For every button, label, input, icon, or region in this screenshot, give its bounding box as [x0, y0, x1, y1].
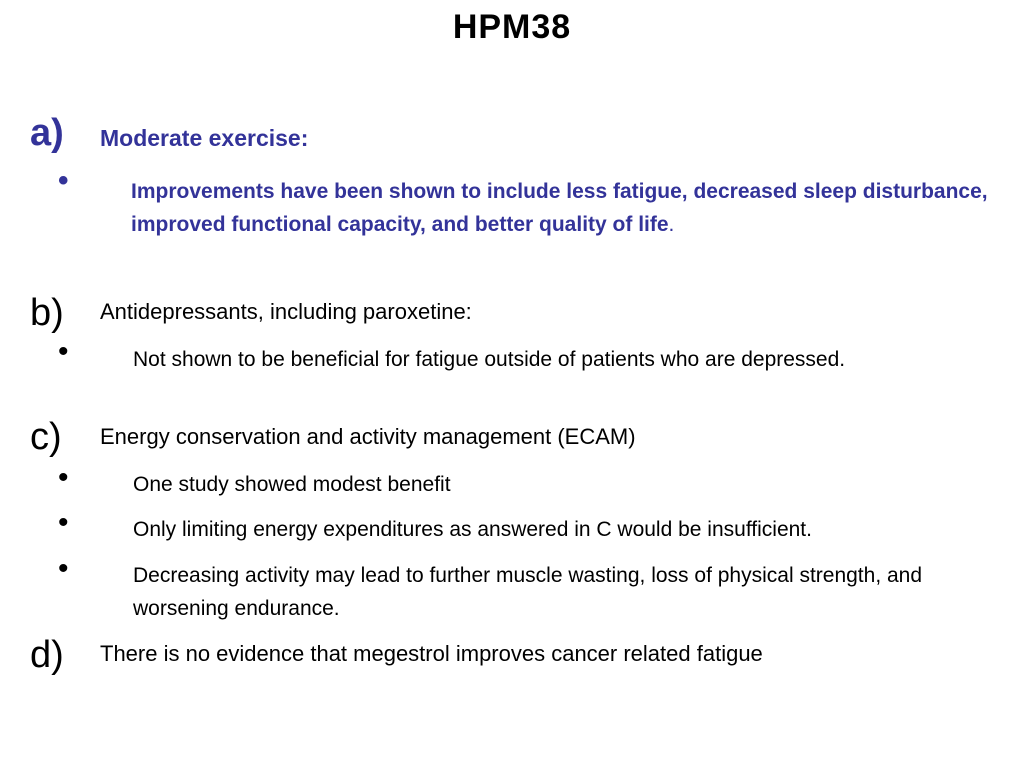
item-b-marker: b) — [30, 292, 64, 334]
item-c-marker: c) — [30, 416, 62, 458]
item-a-heading: Moderate exercise: — [100, 125, 309, 151]
bullet-dot-icon: • — [58, 335, 69, 368]
bullet-dot-icon: • — [58, 552, 69, 585]
item-b-bullet-1: Not shown to be beneficial for fatigue outside of patients who are depressed. — [133, 348, 846, 371]
item-a-bullet-1-period: . — [668, 213, 675, 236]
item-a-bullet-1-text: Improvements have been shown to include less fatigue, decreased sleep disturbance, improved functional capacity, and better quality of life — [131, 180, 988, 236]
item-a-bullet-1 — [131, 175, 1001, 241]
item-c-heading: Energy conservation and activity management (ECAM) — [100, 424, 636, 449]
slide-title: HPM38 — [452, 8, 572, 46]
bullet-dot-icon: • — [58, 461, 69, 494]
item-d-heading: There is no evidence that megestrol improves cancer related fatigue — [100, 641, 763, 666]
bullet-dot-icon: • — [58, 164, 69, 197]
item-c-bullet-1: One study showed modest benefit — [133, 473, 451, 496]
item-a-marker: a) — [30, 112, 64, 154]
item-d-marker: d) — [30, 634, 64, 676]
item-c-bullet-3: Decreasing activity may lead to further muscle wasting, loss of physical strength, and worsening endurance. — [133, 564, 923, 620]
item-b-heading: Antidepressants, including paroxetine: — [100, 299, 472, 324]
bullet-dot-icon: • — [58, 506, 69, 539]
item-c-bullet-2: Only limiting energy expenditures as answered in C would be insufficient. — [133, 518, 812, 541]
